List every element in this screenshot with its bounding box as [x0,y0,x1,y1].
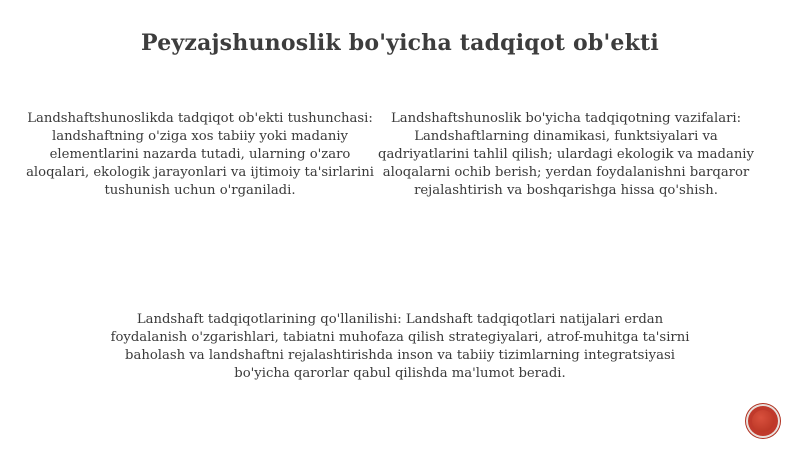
left-text-block: Landshaftshunoslikda tadqiqot ob'ekti tushunchasi: landshaftning o'ziga xos tabiiy yoki madaniy elementlarini nazarda tutadi, ularning o'zaro aloqalari, ekologik jarayonlari va ijtimoiy ta'sirlarini tushunish uchun o'rganiladi. [26,111,374,198]
red-circle-icon[interactable] [748,406,778,436]
slide-title: Peyzajshunoslik bo'yicha tadqiqot ob'ekti [141,30,659,56]
bottom-text-block: Landshaft tadqiqotlarining qo'llanilishi: Landshaft tadqiqotlari natijalari erdan foydalanish o'zgarishlari, tabiatni muhofaza qilish strategiyalari, atrof-muhitga ta'sirni baholash va landshaftni rejalashtirishda inson va tabiiy tizimlarning integratsiyasi bo'yicha qarorlar qabul qilishda ma'lumot beradi. [110,312,690,381]
right-text-block: Landshaftshunoslik bo'yicha tadqiqotning vazifalari: Landshaftlarning dinamikasi, funktsiyalari va qadriyatlarini tahlil qilish; ulardagi ekologik va madaniy aloqalarni ochib berish; yerdan foydalanishni barqaror rejalashtirish va boshqarishga hissa qo'shish. [378,111,754,198]
